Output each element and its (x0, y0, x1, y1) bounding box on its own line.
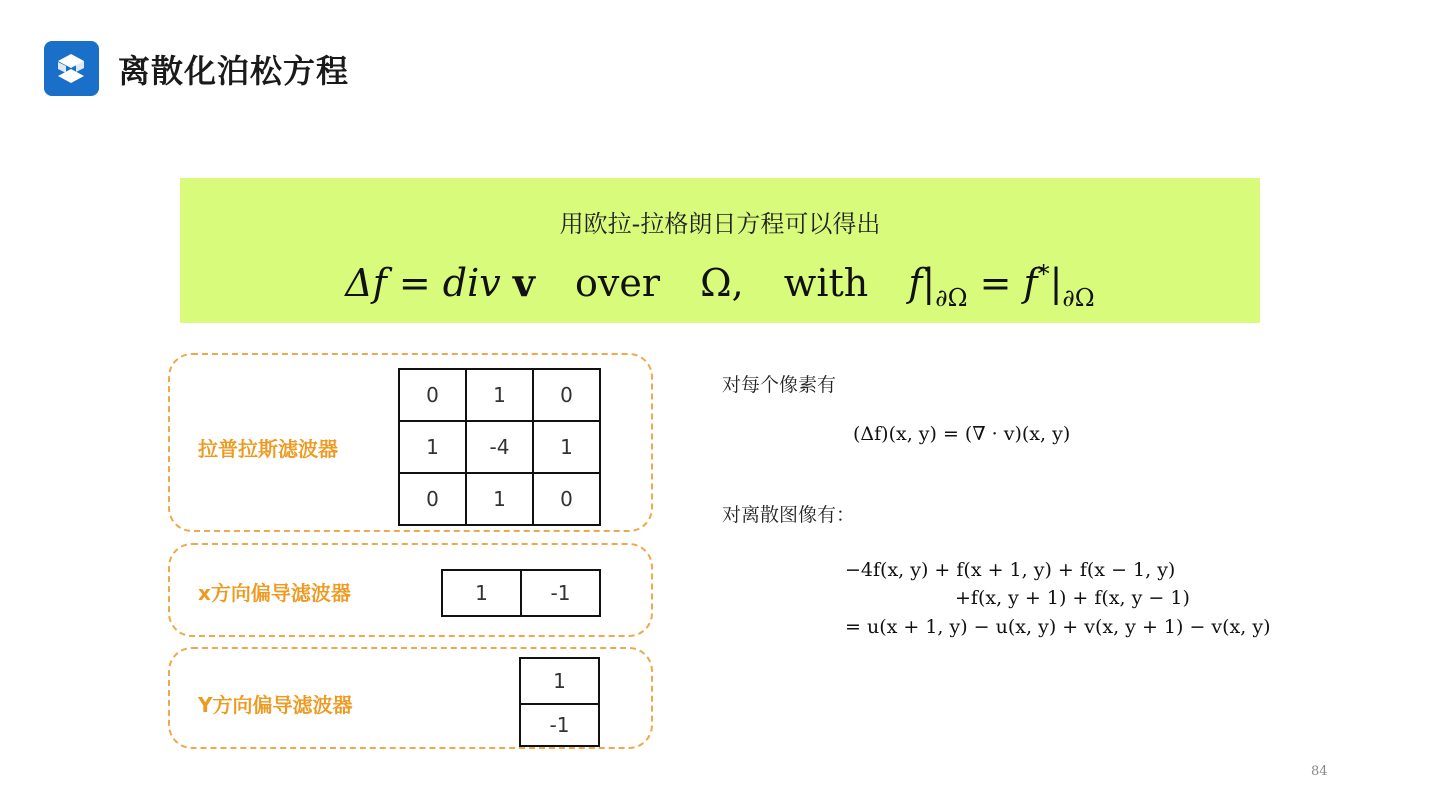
eq-bar: | (1049, 261, 1063, 305)
kernel-cell: 1 (533, 421, 600, 473)
eq-star: * (1037, 260, 1050, 288)
kernel-cell: 0 (533, 473, 600, 525)
eq-boundary-2: ∂Ω (1062, 284, 1095, 312)
eq-with: with (783, 261, 869, 305)
laplace-kernel (398, 368, 601, 526)
eq-omega: Ω, (700, 261, 744, 305)
kernel-cell: 1 (466, 473, 533, 525)
eq-lhs: Δf = div (345, 261, 513, 305)
kernel-cell: 0 (533, 369, 600, 421)
eq-vector-v: v (512, 260, 535, 305)
eq-boundary-1: ∂Ω (935, 284, 968, 312)
x-derivative-filter-panel (168, 543, 653, 637)
kernel-row (399, 369, 600, 421)
kernel-cell: 1 (466, 369, 533, 421)
kernel-row (520, 658, 599, 704)
page-number: 84 (1311, 764, 1328, 779)
kernel-cell: -4 (466, 421, 533, 473)
poisson-equation (180, 260, 1260, 312)
eq-equals-fstar: = f (967, 261, 1038, 305)
y-filter-label: Y方向偏导滤波器 (198, 693, 353, 717)
discrete-image-text: 对离散图像有： (722, 504, 856, 526)
kernel-cell: 1 (399, 421, 466, 473)
y-derivative-kernel (519, 657, 600, 747)
kernel-cell: -1 (520, 704, 599, 746)
kernel-cell: 0 (399, 369, 466, 421)
s-logo-icon (44, 41, 99, 96)
banner-caption: 用欧拉-拉格朗日方程可以得出 (559, 210, 881, 238)
per-pixel-text: 对每个像素有 (722, 374, 837, 396)
kernel-cell: 1 (442, 570, 521, 616)
per-pixel-equation: (Δf)(x, y) = (∇ · v)(x, y) (853, 423, 1071, 445)
kernel-row (442, 570, 600, 616)
x-derivative-kernel (441, 569, 601, 617)
laplace-filter-label: 拉普拉斯滤波器 (198, 437, 338, 461)
laplace-filter-panel (168, 353, 653, 532)
eq-over: over (575, 261, 661, 305)
highlight-banner (180, 178, 1260, 323)
kernel-cell: 1 (520, 658, 599, 704)
page-title: 离散化泊松方程 (118, 52, 350, 90)
kernel-row (399, 473, 600, 525)
kernel-cell: -1 (521, 570, 600, 616)
discrete-eq-line-3: = u(x + 1, y) − u(x, y) + v(x, y + 1) − v(x, y) (845, 616, 1271, 638)
kernel-cell: 0 (399, 473, 466, 525)
discrete-eq-line-1: −4f(x, y) + f(x + 1, y) + f(x − 1, y) (845, 559, 1176, 581)
x-filter-label: x方向偏导滤波器 (198, 581, 351, 605)
y-derivative-filter-panel (168, 647, 653, 749)
kernel-row (520, 704, 599, 746)
eq-f-restricted: f| (908, 261, 936, 305)
discrete-eq-line-2: +f(x, y + 1) + f(x, y − 1) (955, 587, 1190, 609)
kernel-row (399, 421, 600, 473)
